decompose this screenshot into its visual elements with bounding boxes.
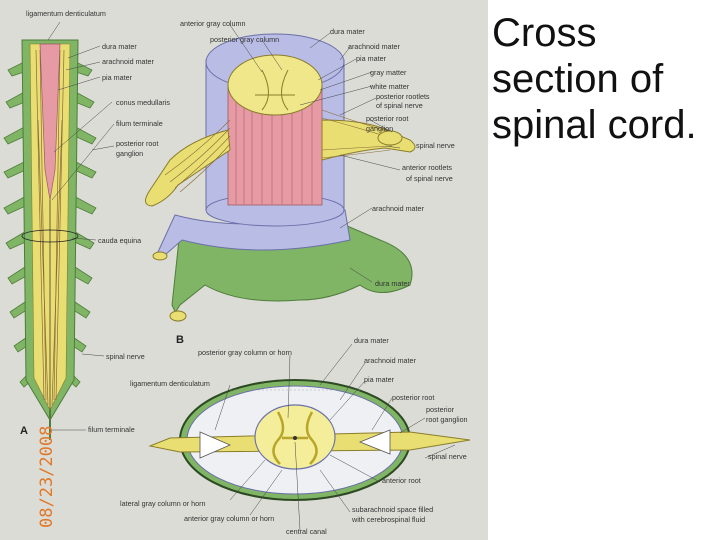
- label-a-pia-mater: pia mater: [102, 73, 132, 82]
- label-b-posterior-root: posterior root: [366, 114, 409, 123]
- label-a-dura-mater: dura mater: [102, 42, 137, 51]
- panel-letter-a: A: [20, 425, 28, 437]
- label-b-gray-matter: gray matter: [370, 68, 407, 77]
- label-a-filum-terminale-bottom: filum terminale: [88, 425, 135, 434]
- label-c-pia-mater: pia mater: [364, 375, 394, 384]
- label-c-central-canal: central canal: [286, 527, 327, 536]
- label-b-dura-mater-2: dura mater: [375, 279, 410, 288]
- label-c-posterior: posterior: [426, 405, 454, 414]
- date-stamp: 08/23/2008: [37, 425, 57, 528]
- label-b-anterior-rootlets: anterior rootlets: [402, 163, 452, 172]
- label-b-dura-mater: dura mater: [330, 27, 365, 36]
- slide-title-line-2: section of: [492, 57, 664, 101]
- label-c-arachnoid-mater: arachnoid mater: [364, 356, 416, 365]
- label-b-posterior-rootlets: posterior rootlets: [376, 92, 430, 101]
- label-c-posterior-root: posterior root: [392, 393, 435, 402]
- label-c-posterior-gray-column: posterior gray column or horn: [198, 348, 292, 357]
- label-b-arachnoid-mater-2: arachnoid mater: [372, 204, 424, 213]
- label-c-dura-mater: dura mater: [354, 336, 389, 345]
- label-c-spinal-nerve: spinal nerve: [428, 452, 467, 461]
- slide-title-line-3: spinal cord.: [492, 103, 697, 147]
- panel-letter-b: B: [176, 334, 184, 346]
- label-c-lateral-gray-column: lateral gray column or horn: [120, 499, 206, 508]
- label-a-posterior-root: posterior root: [116, 139, 159, 148]
- slide-title: [492, 10, 718, 148]
- label-c-root-ganglion: root ganglion: [426, 415, 468, 424]
- label-a-cauda-equina: cauda equina: [98, 236, 142, 245]
- label-a-spinal-nerve: spinal nerve: [106, 352, 145, 361]
- label-a-ganglion: ganglion: [116, 149, 144, 158]
- label-b-posterior-gray-column: posterior gray column: [210, 35, 280, 44]
- slide-title-line-1: Cross: [492, 11, 597, 55]
- label-b-of-spinal-nerve: of spinal nerve: [376, 101, 423, 110]
- label-b-white-matter: white matter: [370, 82, 410, 91]
- label-b-spinal-nerve: spinal nerve: [416, 141, 455, 150]
- label-a-arachnoid-mater: arachnoid mater: [102, 57, 154, 66]
- label-c-subarachnoid-space: subarachnoid space filled: [352, 505, 434, 514]
- label-c-ligamentum-denticulatum: ligamentum denticulatum: [130, 379, 210, 388]
- label-b-ganglion: ganglion: [366, 124, 394, 133]
- label-a-filum-terminale: filum terminale: [116, 119, 163, 128]
- label-b-arachnoid-mater: arachnoid mater: [348, 42, 400, 51]
- label-a-conus-medullaris: conus medullaris: [116, 98, 170, 107]
- label-c-anterior-root: anterior root: [382, 476, 421, 485]
- label-c-cerebrospinal-fluid: with cerebrospinal fluid: [352, 515, 426, 524]
- label-a-ligamentum-denticulatum: ligamentum denticulatum: [26, 9, 106, 18]
- label-b-pia-mater: pia mater: [356, 54, 386, 63]
- label-c-anterior-gray-column: anterior gray column or horn: [184, 514, 275, 523]
- label-b-of-spinal-nerve-2: of spinal nerve: [406, 174, 453, 183]
- label-b-anterior-gray-column: anterior gray column: [180, 19, 246, 28]
